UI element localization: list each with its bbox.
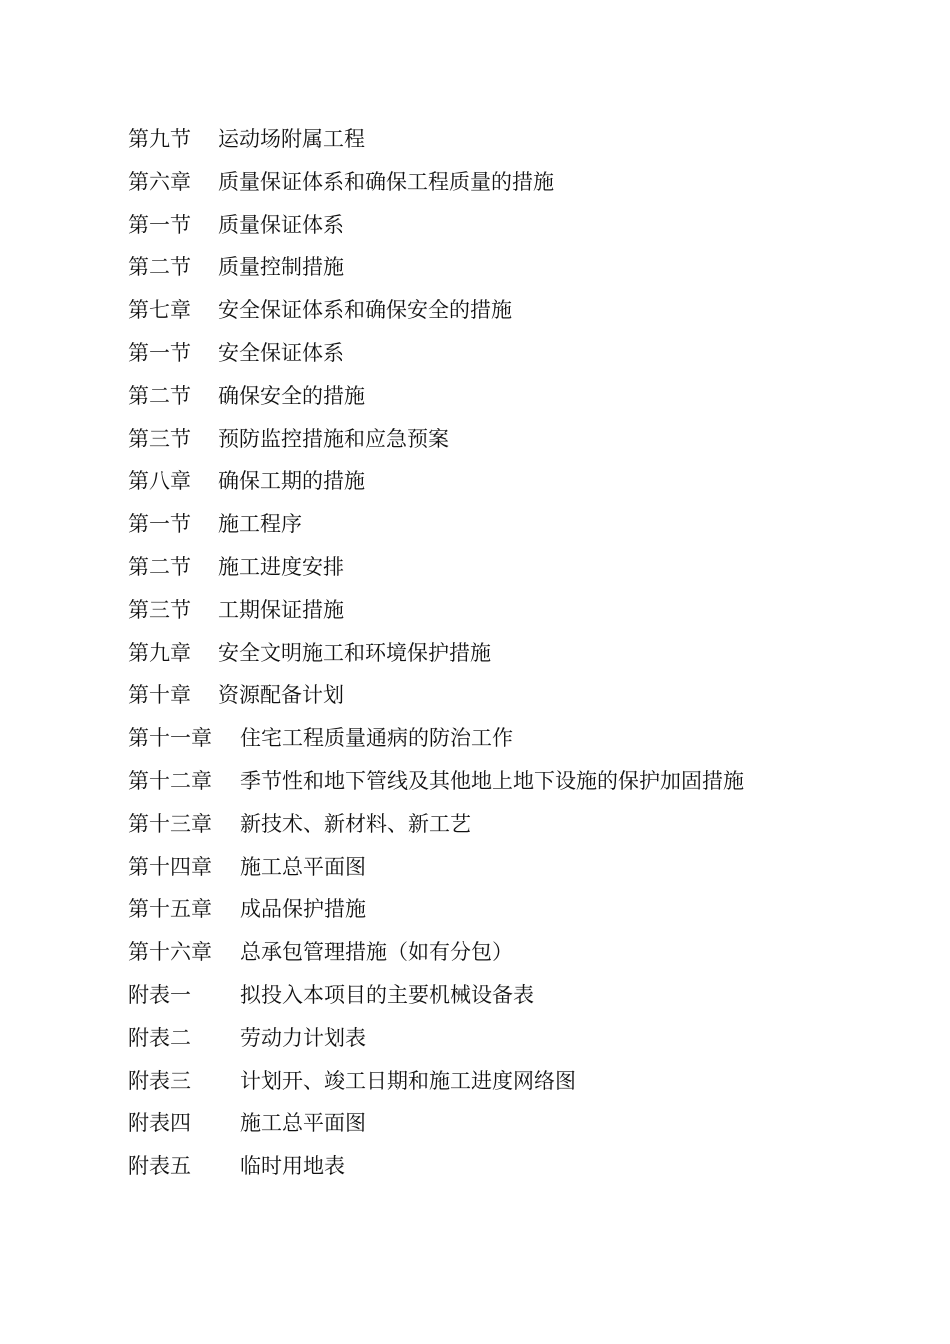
toc-entry-label: 第一节 [128,212,191,237]
toc-entry-label: 第十三章 [128,811,212,836]
toc-entry-label: 第十章 [128,683,191,708]
toc-entry [128,589,908,632]
toc-entry-label: 第十二章 [128,768,212,793]
toc-entry-title: 拟投入本项目的主要机械设备表 [240,982,534,1007]
toc-entry-title: 临时用地表 [240,1154,345,1179]
toc-entry-title: 安全文明施工和环境保护措施 [218,640,491,665]
toc-entry [128,161,908,204]
toc-entry [128,332,908,375]
toc-entry-title: 运动场附属工程 [218,127,365,151]
toc-entry [128,674,908,717]
toc-entry-title: 质量保证体系 [218,212,344,237]
toc-entry-label: 第十四章 [128,854,212,879]
toc-entry-label: 附表一 [128,982,191,1007]
toc-entry-label: 第一节 [128,512,191,537]
toc-entry-label: 第二节 [128,383,191,408]
toc-entry [128,1017,908,1060]
toc-entry-title: 住宅工程质量通病的防治工作 [240,726,513,751]
toc-entry [128,974,908,1017]
toc-entry [128,931,908,974]
toc-entry-title: 新技术、新材料、新工艺 [240,811,471,836]
toc-entry-label: 第七章 [128,298,191,323]
toc-entry [128,546,908,589]
toc-entry [128,503,908,546]
toc-entry [128,118,908,161]
toc-entry-label: 第十五章 [128,897,212,922]
toc-entry-title: 施工总平面图 [240,1111,366,1136]
toc-entry-title: 安全保证体系和确保安全的措施 [218,298,512,323]
toc-entry-title: 施工程序 [218,512,302,537]
toc-entry [128,846,908,889]
toc-entry-title: 劳动力计划表 [240,1025,366,1050]
toc-entry-label: 第六章 [128,169,191,194]
toc-entry [128,1145,908,1188]
toc-entry-label: 第三节 [128,597,191,622]
toc-entry [128,1060,908,1103]
toc-entry [128,375,908,418]
toc-entry-label: 第二节 [128,255,191,280]
toc-entry-label: 第九节 [128,127,191,151]
toc-entry [128,1102,908,1145]
toc-entry-title: 预防监控措施和应急预案 [218,426,449,451]
toc-entry [128,204,908,247]
toc-entry [128,717,908,760]
toc-entry-title: 成品保护措施 [240,897,366,922]
toc-entry-label: 附表二 [128,1025,191,1050]
toc-entry-label: 附表五 [128,1154,191,1179]
toc-entry-label: 第十一章 [128,726,212,751]
toc-entry-title: 资源配备计划 [218,683,344,708]
toc-entry-title: 施工总平面图 [240,854,366,879]
toc-entry-label: 第一节 [128,340,191,365]
toc-entry-title: 质量保证体系和确保工程质量的措施 [218,169,554,194]
toc-entry-title: 确保工期的措施 [218,469,365,494]
toc-entry-label: 附表四 [128,1111,191,1136]
toc-entry-title: 总承包管理措施（如有分包） [240,940,513,965]
toc-entry-label: 第十六章 [128,940,212,965]
toc-entry-title: 工期保证措施 [218,597,344,622]
toc-entry-label: 第二节 [128,554,191,579]
toc-entry-title: 确保安全的措施 [218,383,365,408]
toc-entry [128,460,908,503]
toc-entry-label: 第八章 [128,469,191,494]
toc-entry-label: 第九章 [128,640,191,665]
toc-entry-label: 第三节 [128,426,191,451]
toc-entry [128,760,908,803]
toc-entry [128,246,908,289]
toc-entry-title: 季节性和地下管线及其他地上地下设施的保护加固措施 [240,768,744,793]
toc-entry [128,289,908,332]
toc-entry-title: 施工进度安排 [218,554,344,579]
toc-entry [128,418,908,461]
table-of-contents [128,118,908,1188]
toc-entry-title: 安全保证体系 [218,340,344,365]
toc-entry-label: 附表三 [128,1068,191,1093]
toc-entry [128,888,908,931]
toc-entry [128,803,908,846]
toc-entry [128,632,908,675]
toc-entry-title: 计划开、竣工日期和施工进度网络图 [240,1068,576,1093]
toc-entry-title: 质量控制措施 [218,255,344,280]
